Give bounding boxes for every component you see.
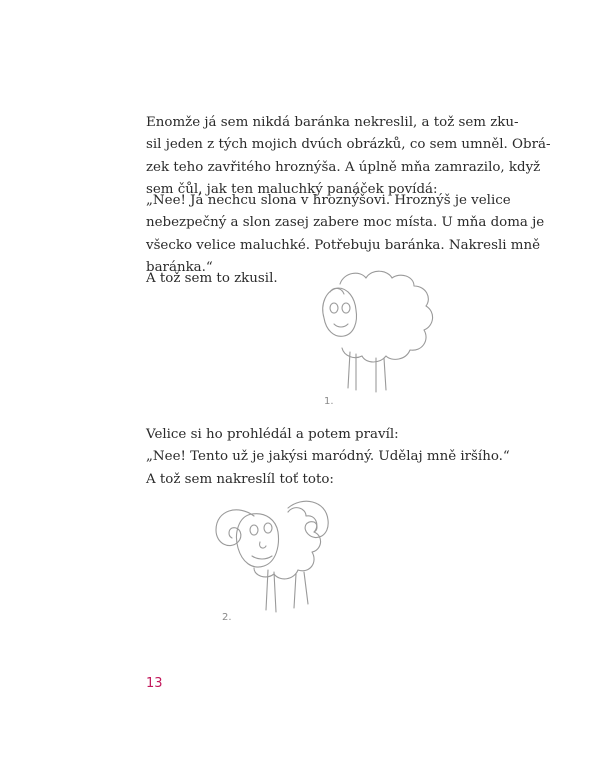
sheep-drawing-1 [300,266,450,411]
ram-mouth [252,556,272,559]
drawing-number: 1. [324,396,334,407]
ram-legs [266,570,308,612]
ram-eye-left [250,525,258,535]
sheep-curl [330,288,344,294]
text-line: „Nee! Já nechcu slona v hroznýšovi. Hroznýš je velice [146,193,511,208]
text-line: zek teho zavřitého hroznýša. A úplně mňa zamrazilo, když [146,159,541,175]
text-line: sem čůl, jak ten maluchký panáček povídá: [146,181,438,197]
ram-horn-right [288,501,328,537]
drawing-number: 2. [222,612,232,623]
text-line: všecko velice maluchké. Potřebuju baránka. Nakresli mně [146,237,541,253]
ram-drawing-2 [208,486,368,631]
text-line: Velice si ho prohlédál a potem pravíl: [146,427,399,442]
paragraph-4 [146,424,510,491]
ram-fleece [254,508,321,579]
sheep-mouth [334,324,348,327]
sheep-head [323,288,357,336]
text-line: nebezpečný a slon zasej zabere moc místa. U mňa doma je [146,215,545,231]
text-line: baránka.“ [146,259,213,275]
text-line: „Nee! Tento už je jakýsi maródný. Udělaj mně iršího.“ [146,449,510,465]
page-number: 13 [146,676,163,691]
text-line: A tož sem to zkusil. [146,271,278,286]
ram-head [237,514,279,567]
text-line: sil jeden z tých mojich dvúch obrázků, co sem umněl. Obrá- [146,137,551,153]
sheep-eye-right [342,303,350,313]
text-line: A tož sem nakreslíl toť toto: [146,471,334,487]
ram-eye-right [264,523,272,533]
paragraph-1 [146,112,551,201]
ram-nose [260,542,266,548]
text-line: Enomže já sem nikdá baránka nekreslil, a tož sem zku- [146,115,519,130]
sheep-eye-left [330,303,338,313]
sheep-fleece [340,271,433,362]
